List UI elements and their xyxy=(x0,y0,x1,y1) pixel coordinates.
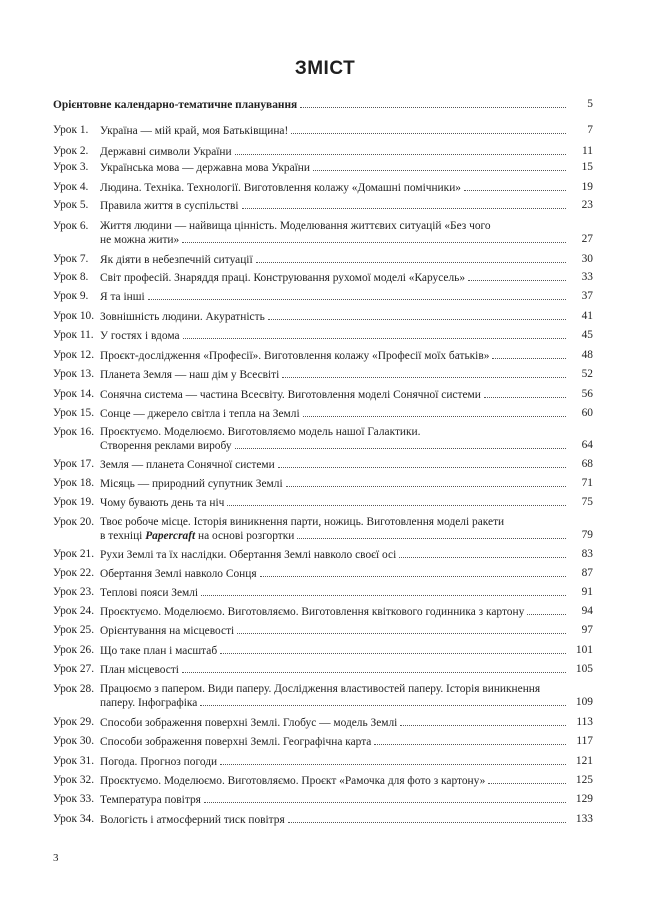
toc-page-number: 97 xyxy=(581,624,593,636)
lesson-title xyxy=(100,161,569,175)
lesson-title-text: Українська мова — державна мова України xyxy=(100,162,310,174)
lesson-title xyxy=(100,793,569,807)
lesson-title xyxy=(100,605,569,619)
lesson-title xyxy=(100,407,569,421)
lesson-title-text: Теплові пояси Землі xyxy=(100,587,199,599)
toc-page-number: 117 xyxy=(576,735,593,747)
lesson-title xyxy=(100,329,569,343)
lesson-title-text: Температура повітря xyxy=(100,794,201,806)
lesson-number: Урок 9. xyxy=(53,290,89,302)
toc-page-number: 109 xyxy=(575,696,593,708)
lesson-title-text: Правила життя в суспільстві xyxy=(100,200,239,212)
lesson-number: Урок 17. xyxy=(53,458,95,470)
lesson-number: Урок 15. xyxy=(53,407,95,419)
lesson-title xyxy=(100,813,569,827)
lesson-title-line xyxy=(100,253,569,267)
dot-leader xyxy=(182,663,566,673)
lesson-title-line xyxy=(100,793,569,807)
lesson-number: Урок 28. xyxy=(53,683,95,695)
lesson-title-text: паперу. Інфографіка xyxy=(100,697,198,709)
toc-page-number: 87 xyxy=(581,567,593,579)
lesson-title-text: Зовнішність людини. Акуратність xyxy=(100,311,265,323)
lesson-title-line xyxy=(100,407,569,421)
lesson-title-text: Світ професій. Знаряддя праці. Конструювання рухомої моделі «Карусель» xyxy=(100,272,466,284)
dot-leader xyxy=(235,145,566,155)
lesson-title-text: Погода. Прогноз погоди xyxy=(100,756,218,768)
lesson-title-line xyxy=(100,161,569,175)
lesson-number: Урок 8. xyxy=(53,271,89,283)
lesson-number: Урок 29. xyxy=(53,716,95,728)
lesson-title-line xyxy=(100,329,569,343)
dot-leader xyxy=(204,793,566,803)
lesson-number: Урок 6. xyxy=(53,220,89,232)
lesson-title xyxy=(100,663,569,677)
lesson-title-line xyxy=(100,477,569,491)
lesson-title-line xyxy=(100,567,569,581)
lesson-title xyxy=(100,349,569,363)
lesson-title-line xyxy=(100,548,569,562)
dot-leader xyxy=(242,199,567,209)
lesson-number: Урок 5. xyxy=(53,199,89,211)
lesson-title-line xyxy=(100,349,569,363)
toc-page-number: 19 xyxy=(581,181,593,193)
dot-leader xyxy=(183,329,566,339)
lesson-title-text: в техніці Papercraft на основі розгортки xyxy=(100,530,295,542)
dot-leader xyxy=(220,644,566,654)
lesson-title xyxy=(100,516,569,543)
toc-page-number: 56 xyxy=(581,388,593,400)
lesson-title xyxy=(100,271,569,285)
lesson-title xyxy=(100,368,569,382)
dot-leader xyxy=(220,755,566,765)
lesson-title xyxy=(100,496,569,510)
lesson-number: Урок 19. xyxy=(53,496,95,508)
lesson-title-line xyxy=(100,683,569,696)
lesson-title-text: Проєктуємо. Моделюємо. Виготовляємо. Проєкт «Рамочка для фото з картону» xyxy=(100,775,486,787)
dot-leader xyxy=(227,496,566,506)
toc-page-number: 129 xyxy=(575,793,593,805)
dot-leader xyxy=(468,271,566,281)
lesson-title xyxy=(100,388,569,402)
lesson-number: Урок 2. xyxy=(53,145,89,157)
lesson-number: Урок 14. xyxy=(53,388,95,400)
lesson-number: Урок 26. xyxy=(53,644,95,656)
toc-page-number: 71 xyxy=(581,477,593,489)
lesson-title-text: не можна жити» xyxy=(100,234,180,246)
toc-page-number: 75 xyxy=(581,496,593,508)
lesson-title-line xyxy=(100,220,569,233)
toc-page-number: 91 xyxy=(581,586,593,598)
lesson-title-line xyxy=(100,813,569,827)
lesson-title-text: Земля — планета Сонячної системи xyxy=(100,459,275,471)
lesson-title-text: Твоє робоче місце. Історія виникнення парти, ножиць. Виготовлення моделі ракети xyxy=(100,516,505,528)
lesson-title-line xyxy=(100,388,569,402)
lesson-title-line xyxy=(100,310,569,324)
lesson-title-text: Що таке план і масштаб xyxy=(100,645,218,657)
lesson-title-line xyxy=(100,290,569,304)
toc-page-number: 7 xyxy=(587,124,593,136)
lesson-number: Урок 12. xyxy=(53,349,95,361)
lesson-title-text: Проєктуємо. Моделюємо. Виготовляємо модель нашої Галактики. xyxy=(100,426,421,438)
lesson-title-line xyxy=(100,774,569,788)
lesson-title-text: Як діяти в небезпечній ситуації xyxy=(100,254,253,266)
dot-leader xyxy=(488,774,566,784)
lesson-title-text: Сонце — джерело світла і тепла на Землі xyxy=(100,408,300,420)
lesson-title xyxy=(100,199,569,213)
lesson-title-text: Рухи Землі та їх наслідки. Обертання Землі навколо своєї осі xyxy=(100,549,397,561)
toc-page-number: 33 xyxy=(581,271,593,283)
dot-leader xyxy=(268,310,566,320)
lesson-title-line xyxy=(100,233,569,247)
lesson-title-line xyxy=(100,496,569,510)
lesson-title-text: Я та інші xyxy=(100,291,145,303)
dot-leader xyxy=(313,161,566,171)
lesson-title xyxy=(100,124,569,138)
lesson-title xyxy=(100,586,569,600)
lesson-title-text: Створення реклами виробу xyxy=(100,440,232,452)
dot-leader xyxy=(300,98,566,108)
toc-page-number: 113 xyxy=(576,716,593,728)
toc-page-number: 52 xyxy=(581,368,593,380)
lesson-title xyxy=(100,290,569,304)
lesson-title-text: Способи зображення поверхні Землі. Глобус — модель Землі xyxy=(100,717,398,729)
lesson-title-text: Державні символи України xyxy=(100,146,232,158)
lesson-number: Урок 1. xyxy=(53,124,89,136)
dot-leader xyxy=(201,586,566,596)
dot-leader xyxy=(282,368,566,378)
toc-page-number: 37 xyxy=(581,290,593,302)
toc-page-number: 125 xyxy=(575,774,593,786)
toc-page-number: 45 xyxy=(581,329,593,341)
lesson-title xyxy=(100,624,569,638)
toc-page-number: 121 xyxy=(575,755,593,767)
lesson-title-text: Способи зображення поверхні Землі. Географічна карта xyxy=(100,736,372,748)
lesson-title-line xyxy=(100,644,569,658)
lesson-title-line xyxy=(100,426,569,439)
lesson-title xyxy=(100,716,569,730)
dot-leader xyxy=(297,529,566,539)
lesson-number: Урок 30. xyxy=(53,735,95,747)
dot-leader xyxy=(303,407,566,417)
lesson-title xyxy=(100,683,569,710)
lesson-number: Урок 25. xyxy=(53,624,95,636)
lesson-number: Урок 27. xyxy=(53,663,95,675)
toc-page-number: 94 xyxy=(581,605,593,617)
toc-page-number: 133 xyxy=(575,813,593,825)
dot-leader xyxy=(256,253,566,263)
toc-page-number: 60 xyxy=(581,407,593,419)
dot-leader xyxy=(374,735,566,745)
lesson-number: Урок 32. xyxy=(53,774,95,786)
toc-intro-text: Орієнтовне календарно-тематичне планування xyxy=(53,99,298,111)
dot-leader xyxy=(237,624,566,634)
lesson-title xyxy=(100,774,569,788)
lesson-title xyxy=(100,548,569,562)
toc-page-number: 15 xyxy=(581,161,593,173)
lesson-title-text: У гостях і вдома xyxy=(100,330,180,342)
dot-leader xyxy=(278,458,566,468)
lesson-title-text: Сонячна система — частина Всесвіту. Виготовлення моделі Сонячної системи xyxy=(100,389,481,401)
dot-leader xyxy=(399,548,566,558)
dot-leader xyxy=(464,181,566,191)
lesson-title-line xyxy=(100,516,569,529)
lesson-title-line xyxy=(100,663,569,677)
toc-page-number: 64 xyxy=(581,439,593,451)
lesson-title xyxy=(100,477,569,491)
lesson-title xyxy=(100,735,569,749)
lesson-title-line xyxy=(100,696,569,710)
lesson-number: Урок 31. xyxy=(53,755,95,767)
lesson-title-text: Орієнтування на місцевості xyxy=(100,625,235,637)
lesson-number: Урок 23. xyxy=(53,586,95,598)
toc-page-number: 101 xyxy=(575,644,593,656)
toc-page-number: 27 xyxy=(581,233,593,245)
lesson-title-line xyxy=(100,755,569,769)
lesson-number: Урок 16. xyxy=(53,426,95,438)
dot-leader xyxy=(182,233,566,243)
toc-page-number: 68 xyxy=(581,458,593,470)
lesson-title-line xyxy=(100,271,569,285)
lesson-number: Урок 13. xyxy=(53,368,95,380)
lesson-title xyxy=(100,426,569,453)
dot-leader xyxy=(200,696,566,706)
dot-leader xyxy=(235,439,566,449)
lesson-title-text: Людина. Техніка. Технології. Виготовлення колажу «Домашні помічники» xyxy=(100,182,461,194)
toc-page-number: 30 xyxy=(581,253,593,265)
lesson-title-text: План місцевості xyxy=(100,664,179,676)
lesson-title-line xyxy=(100,586,569,600)
lesson-number: Урок 11. xyxy=(53,329,94,341)
toc-page-number: 105 xyxy=(575,663,593,675)
lesson-title xyxy=(100,145,569,159)
lesson-title-text: Вологість і атмосферний тиск повітря xyxy=(100,814,285,826)
lesson-number: Урок 20. xyxy=(53,516,95,528)
dot-leader xyxy=(291,124,566,134)
lesson-title-text: Обертання Землі навколо Сонця xyxy=(100,568,257,580)
dot-leader xyxy=(527,605,566,615)
dot-leader xyxy=(400,716,566,726)
lesson-title-text: Проєкт-дослідження «Професії». Виготовлення колажу «Професії моїх батьків» xyxy=(100,350,490,362)
lesson-number: Урок 24. xyxy=(53,605,95,617)
toc-page-number: 79 xyxy=(581,529,593,541)
lesson-number: Урок 4. xyxy=(53,181,89,193)
dot-leader xyxy=(492,349,566,359)
lesson-title xyxy=(100,644,569,658)
page-title: ЗМІСТ xyxy=(294,58,356,79)
lesson-title-line xyxy=(100,181,569,195)
lesson-title-line xyxy=(100,716,569,730)
lesson-number: Урок 34. xyxy=(53,813,95,825)
dot-leader xyxy=(148,290,566,300)
toc-page-number: 5 xyxy=(587,98,593,110)
lesson-title-text: Україна — мій край, моя Батьківщина! xyxy=(100,125,289,137)
lesson-title xyxy=(100,310,569,324)
lesson-title-text: Місяць — природний супутник Землі xyxy=(100,478,283,490)
toc-page-number: 41 xyxy=(581,310,593,322)
lesson-title-line xyxy=(100,458,569,472)
lesson-number: Урок 22. xyxy=(53,567,95,579)
lesson-title-line xyxy=(100,529,569,543)
dot-leader xyxy=(288,813,566,823)
lesson-title xyxy=(100,181,569,195)
dot-leader xyxy=(484,388,566,398)
lesson-title xyxy=(100,755,569,769)
lesson-title xyxy=(100,253,569,267)
lesson-number: Урок 21. xyxy=(53,548,95,560)
lesson-title-text: Чому бувають день та ніч xyxy=(100,497,225,509)
lesson-number: Урок 3. xyxy=(53,161,89,173)
lesson-title-line xyxy=(100,368,569,382)
lesson-title-line xyxy=(100,439,569,453)
dot-leader xyxy=(260,567,566,577)
lesson-title-line xyxy=(100,199,569,213)
lesson-number: Урок 7. xyxy=(53,253,89,265)
toc-page-number: 83 xyxy=(581,548,593,560)
lesson-title-line xyxy=(100,735,569,749)
lesson-title-text: Проєктуємо. Моделюємо. Виготовляємо. Виготовлення квіткового годинника з картону xyxy=(100,606,525,618)
lesson-number: Урок 33. xyxy=(53,793,95,805)
toc-page-number: 48 xyxy=(581,349,593,361)
toc-page-number: 11 xyxy=(582,145,593,157)
dot-leader xyxy=(286,477,566,487)
lesson-number: Урок 10. xyxy=(53,310,95,322)
lesson-title xyxy=(100,458,569,472)
lesson-number: Урок 18. xyxy=(53,477,95,489)
lesson-title-text: Працюємо з папером. Види паперу. Дослідження властивостей паперу. Історія виникнення xyxy=(100,683,541,695)
page-folio: 3 xyxy=(53,852,59,864)
lesson-title xyxy=(100,220,569,247)
lesson-title-line xyxy=(100,124,569,138)
lesson-title xyxy=(100,567,569,581)
lesson-title-text: Планета Земля — наш дім у Всесвіті xyxy=(100,369,280,381)
lesson-title-line xyxy=(100,145,569,159)
lesson-title-line xyxy=(100,624,569,638)
lesson-title-text: Життя людини — найвища цінність. Моделювання життєвих ситуацій «Без чого xyxy=(100,220,491,232)
lesson-title-line xyxy=(100,605,569,619)
toc-page-number: 23 xyxy=(581,199,593,211)
